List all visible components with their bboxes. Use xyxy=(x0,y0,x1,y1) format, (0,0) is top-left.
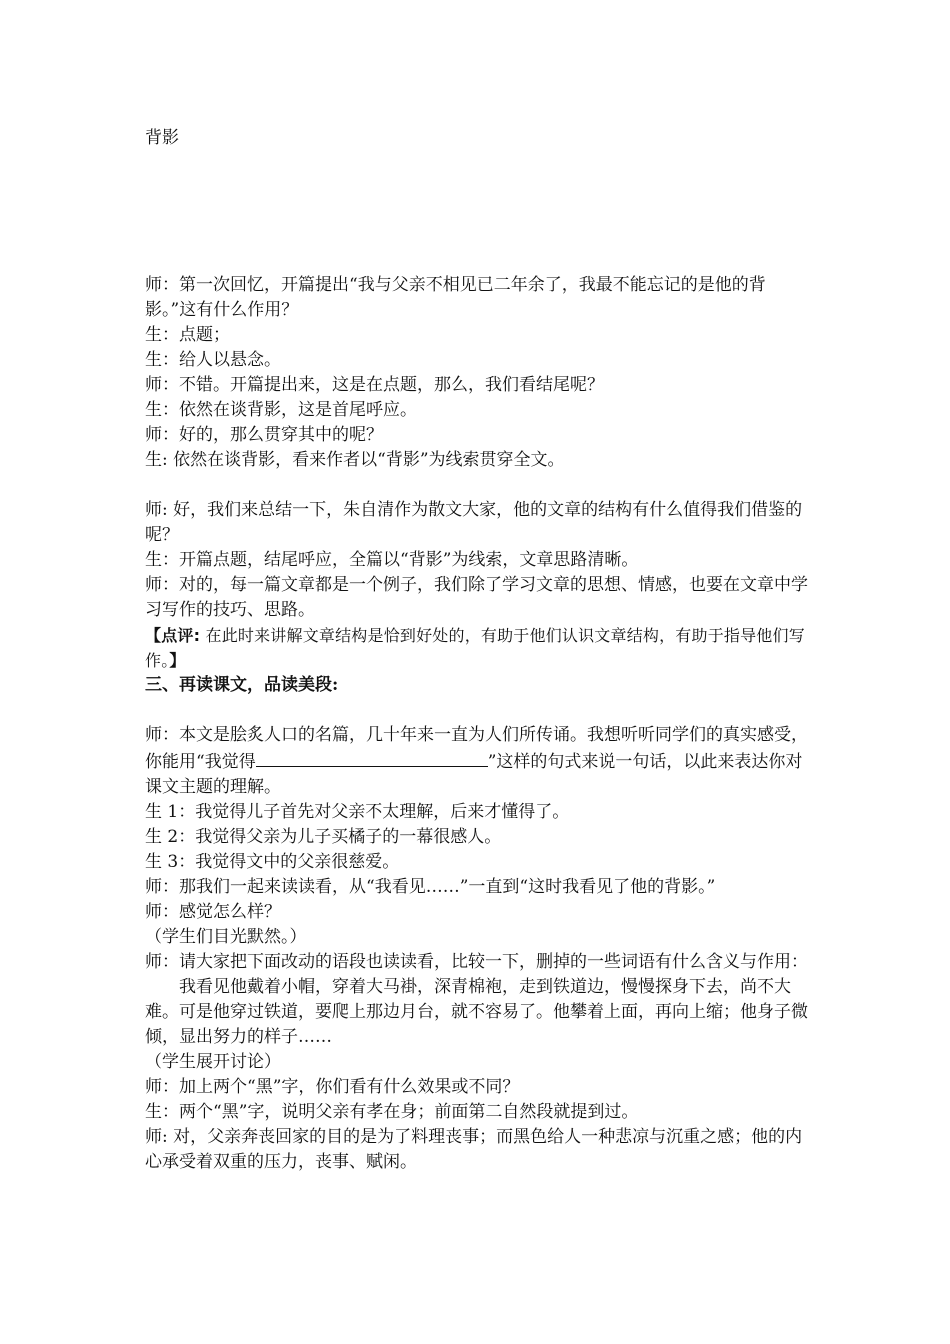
paragraph: 生: 依然在谈背影，看来作者以“背影”为线索贯穿全文。 xyxy=(145,450,565,470)
paragraph: （学生们目光默然。） xyxy=(145,927,307,947)
paragraph: 师：好的，那么贯穿其中的呢？ xyxy=(145,425,383,445)
quoted-excerpt: 我看见他戴着小帽，穿着大马褂，深青棉袍，走到铁道边，慢慢探身下去，尚不大难。可是他穿过铁道，要爬上那边月台，就不容易了。他攀着上面，再向上缩；他身子微倾，显出努力的样子…… xyxy=(145,977,808,1047)
paragraph: 生：两个“黑”字，说明父亲有孝在身；前面第二自然段就提到过。 xyxy=(145,1102,639,1122)
paragraph: （学生展开讨论） xyxy=(145,1052,281,1072)
paragraph: 师：那我们一起来读读看，从“我看见……”一直到“这时我看见了他的背影。” xyxy=(145,877,716,897)
comment-text: 在此时来讲解文章结构是恰到好处的，有助于他们认识文章结构，有助于指导他们写作。 xyxy=(145,626,805,670)
comment-close: 】 xyxy=(169,651,186,670)
paragraph: 生：给人以悬念。 xyxy=(145,350,281,370)
fill-in-blank xyxy=(256,748,488,767)
paragraph: 生：点题； xyxy=(145,325,230,345)
prompt-text-end: ”这样的句式来说一句话，以此来表达你对课文主题的理解。 xyxy=(145,752,803,797)
blank-line xyxy=(145,473,810,498)
paragraph: 师: 好，我们来总结一下，朱自清作为散文大家，他的文章的结构有什么值得我们借鉴的呢？ xyxy=(145,500,803,545)
comment-label: 【点评: xyxy=(145,626,201,645)
paragraph: 生 1：我觉得儿子首先对父亲不太理解，后来才懂得了。 xyxy=(145,802,570,822)
prompt-text: 师：本文是脍炙人口的名篇，几十年来一直为人们所传诵。我想听听同学们的真实感受，你能用“我觉得 xyxy=(145,725,808,772)
paragraph: 生：依然在谈背影，这是首尾呼应。 xyxy=(145,400,417,420)
document-title: 背影 xyxy=(145,128,179,148)
paragraph: 师：不错。开篇提出来，这是在点题，那么，我们看结尾呢？ xyxy=(145,375,604,395)
document-body xyxy=(145,273,810,1175)
paragraph: 师：加上两个“黑”字，你们看有什么效果或不同？ xyxy=(145,1077,520,1097)
section-heading: 三、再读课文，品读美段: xyxy=(145,675,339,695)
paragraph: 师: 对，父亲奔丧回家的目的是为了料理丧事；而黑色给人一种悲凉与沉重之感；他的内心承受着双重的压力，丧事、赋闲。 xyxy=(145,1127,803,1172)
comment-note xyxy=(145,623,810,673)
paragraph: 师：第一次回忆，开篇提出“我与父亲不相见已二年余了，我最不能忘记的是他的背影。”这有什么作用？ xyxy=(145,275,766,320)
paragraph xyxy=(145,723,810,800)
blank-line xyxy=(145,698,810,723)
paragraph: 师：感觉怎么样？ xyxy=(145,902,281,922)
paragraph: 师：请大家把下面改动的语段也读读看，比较一下，删掉的一些词语有什么含义与作用： xyxy=(145,952,808,972)
paragraph: 生 2：我觉得父亲为儿子买橘子的一幕很感人。 xyxy=(145,827,502,847)
paragraph: 生 3：我觉得文中的父亲很慈爱。 xyxy=(145,852,400,872)
paragraph: 师：对的，每一篇文章都是一个例子，我们除了学习文章的思想、情感，也要在文章中学习写作的技巧、思路。 xyxy=(145,575,808,620)
paragraph: 生：开篇点题，结尾呼应，全篇以“背影”为线索，文章思路清晰。 xyxy=(145,550,639,570)
